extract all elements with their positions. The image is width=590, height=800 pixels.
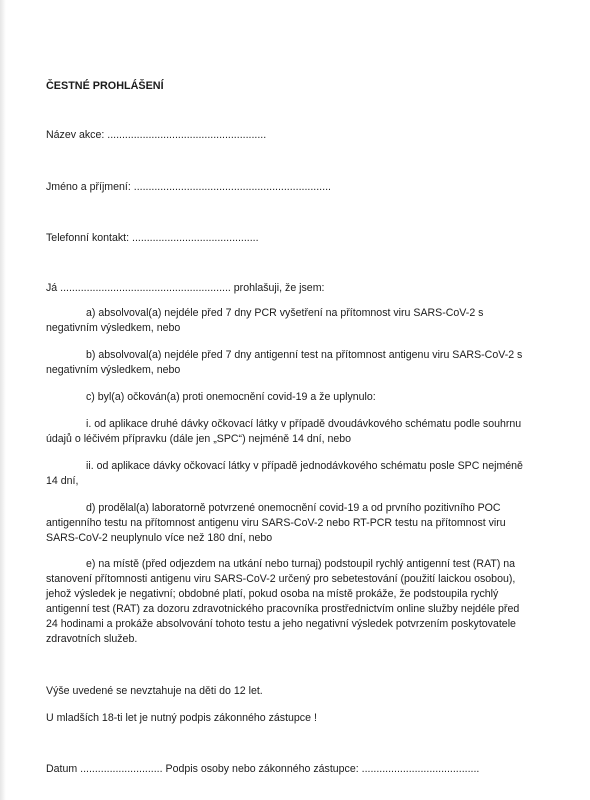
full-name-field — [46, 180, 331, 194]
note-children: Výše uvedené se nevztahuje na děti do 12 let. — [46, 685, 263, 697]
item-e-line-6: zdravotních služeb. — [46, 633, 138, 645]
item-c: c) byl(a) očkován(a) proti onemocnění covid-19 a že uplynulo: — [86, 391, 376, 403]
item-d-line-1: d) prodělal(a) laboratorně potvrzené onemocnění covid-19 a od prvního pozitivního POC — [86, 502, 501, 514]
item-c-i-line-1: i. od aplikace druhé dávky očkovací látky v případě dvoudávkového schématu podle souhrnu — [86, 418, 522, 430]
phone-label: Telefonní kontakt: — [46, 232, 130, 244]
item-c-i-line-2: údajů o léčivém přípravku (dále jen „SPC“) nejméně 14 dní, nebo — [46, 433, 352, 445]
item-e-line-5: 24 hodinami a prokáže absolvování tohoto testu a jeho negativní výsledek potvrzením poskytovatele — [46, 618, 516, 630]
item-d-line-2: antigenního testu na přítomnost antigenu viru SARS-CoV-2 nebo RT-PCR testu na přítomnost viru — [46, 517, 506, 529]
item-e-line-4: antigenní test (RAT) za dozoru zdravotnického pracovníka prostřednictvím online služby nejdéle před — [46, 603, 520, 615]
event-name-blank[interactable]: ...................................................... — [107, 129, 267, 141]
phone-field — [46, 231, 259, 245]
scan-edge-shadow — [0, 0, 6, 800]
event-name-field — [46, 128, 266, 142]
item-a-line-1: a) absolvoval(a) nejdéle před 7 dny PCR vyšetření na přítomnost viru SARS-CoV-2 s — [86, 307, 484, 319]
item-c-ii-line-2: 14 dní, — [46, 475, 79, 487]
declaration-intro: Já .......................................................... prohlašuji, že jsem: — [46, 282, 325, 294]
phone-blank[interactable]: ........................................... — [132, 232, 259, 244]
item-c-ii-line-1: ii. od aplikace dávky očkovací látky v případě jednodávkového schématu posle SPC nejméně — [86, 460, 523, 472]
document-title: ČESTNÉ PROHLÁŠENÍ — [46, 80, 164, 92]
note-minors: U mladších 18-ti let je nutný podpis zákonného zástupce ! — [46, 712, 317, 724]
full-name-label: Jméno a příjmení: — [46, 181, 131, 193]
signature-line[interactable]: Datum ............................ Podpis osoby nebo zákonného zástupce: ........................................ — [46, 763, 480, 775]
item-b-line-1: b) absolvoval(a) nejdéle před 7 dny antigenní test na přítomnost antigenu viru SARS-CoV-2 s — [86, 349, 523, 361]
item-e-line-1: e) na místě (před odjezdem na utkání nebo turnaj) podstoupil rychlý antigenní test (RAT) na — [86, 558, 516, 570]
item-d-line-3: SARS-CoV-2 neuplynulo více než 180 dní, nebo — [46, 532, 273, 544]
item-e-line-3: jehož výsledek je negativní; obdobné platí, pokud osoba na místě prokáže, že podstoupila rychlý — [46, 588, 499, 600]
item-a-line-2: negativním výsledkem, nebo — [46, 322, 181, 334]
item-e-line-2: stanovení přítomnosti antigenu viru SARS-CoV-2 určený pro sebetestování (použití laickou osobou), — [46, 573, 516, 585]
full-name-blank[interactable]: ................................................................... — [133, 181, 331, 193]
event-name-label: Název akce: — [46, 129, 105, 141]
item-b-line-2: negativním výsledkem, nebo — [46, 364, 181, 376]
